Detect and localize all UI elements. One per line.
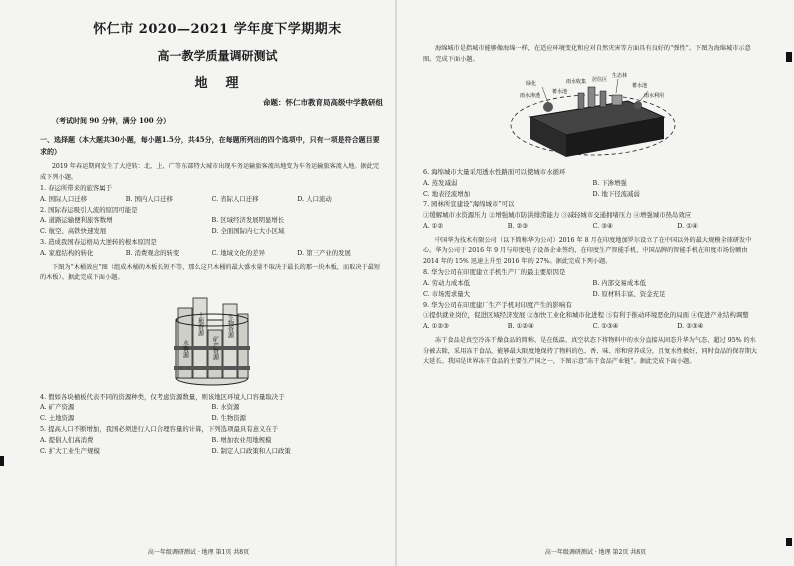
option: A. 国际人口迁移 [40,194,88,203]
passage-huawei: 中国华为技术有限公司（以下简称华为公司）2016 年 8 月在印度地加罗尔设立了在中国以外的最大规模全球研发中心。华为公司于 2016 年 9 月与印度电子设备企业签约，在印度生产智能手机，中国品牌的智能手机在印度市场份额由 2014 年的 15% 迅速上升至 2016 年的 27%。据此完成下列小题。 [423,236,752,265]
option: C. 省际人口迁移 [211,194,259,203]
option: A. 蒸发减弱 [423,178,458,187]
option: B. 增加农业用地规模 [211,435,272,444]
option: D. 制定人口政策和人口政策 [211,446,291,455]
diagram-label: 蓄水池 [551,89,567,95]
question-3-options [40,248,383,259]
option: C. ①③④ [592,322,619,331]
question-5: 5. 提高人口不断增加，我国必须进行人口合理容量的计算，下列选项最具有意义在于 [40,424,279,433]
option: B. 内部交易成本低 [592,279,646,288]
page-footer: 高一年级调研测试 · 地理 第1页 共8页 [147,549,250,556]
question-9: 9. 华为公司在印度建厂生产手机对印度产生的影响有 [423,300,572,309]
section-heading: 一、选择题（本大题共30小题，每小题1.5分，共45分，在每题所列出的四个选项中，只有一项是符合题目要求的） [40,135,380,156]
option: D. 第三产业的发展 [297,248,351,257]
passage-sponge-city: 海绵城市是指城市能够像海绵一样，在适应环境变化和应对自然灾害等方面具有良好的“弹性”。下图为海绵城市示意图。完成下面小题。 [423,45,751,63]
option: B. 水资源 [211,403,240,412]
exam-time-note: （考试时间 90 分钟，满分 100 分） [52,116,171,125]
option: A. ①② [423,221,444,230]
passage-spring-festival: 2019 年春运期间发生了大逆转：北、上、广等东部特大城市出现车务运输旅客流出地变为车务运输旅客流入地。据此完成下列小题。 [40,163,380,181]
question-3: 3. 造成我国春运格局大逆转的根本原因是 [40,237,157,246]
question-2-options [40,215,383,237]
question-6: 6. 海绵城市大量采用透水性路面可以使城市水循环 [423,168,566,176]
option: A. ①②③ [423,322,449,331]
option: C. 扩大工业生产规模 [40,446,100,455]
exam-subtitle: 高一教学质量调研测试 [157,49,278,63]
option: B. 区域经济发展明显增长 [211,216,285,225]
stave-label: 生物资源 [226,313,233,338]
option: D. 全面国际内七大小区域 [211,227,285,236]
right-page [397,0,794,566]
sponge-city-figure [423,71,762,163]
question-5-options [40,435,383,457]
question-4: 4. 假如各块桶板代表不同的资源种类，仅考虑资源数量，则该地区环境人口容量取决于 [40,392,285,401]
option: B. 下渗增强 [592,178,627,187]
question-4-options [40,402,383,424]
option: D. 人口流动 [297,194,332,203]
question-1: 1. 春运所带来的旅客属于 [40,184,113,192]
option: D. 原材料丰富、资金充足 [592,289,666,298]
question-7: 7. 园林所宣建设“海绵城市”可以 [423,200,515,209]
page-footer: 高一年级调研测试 · 地理 第2页 共8页 [544,549,647,556]
stave-label: 矿产资源 [211,335,218,360]
stave-label: 土地资源 [196,311,203,336]
question-1-options [40,194,383,205]
option: C. 市场需求量大 [423,289,471,298]
option: C. 土地资源 [40,414,75,423]
option: C. 地表径流增加 [423,189,471,198]
question-7-options [423,221,762,232]
option: C. 航空、高铁快速发展 [40,227,107,236]
option: D. ①④ [677,221,698,230]
option: B. ②③ [507,221,528,230]
option: A. 劳动力成本低 [423,279,471,288]
question-8: 8. 华为公司在印度建立手机生产厂的最主要原因是 [423,268,566,277]
option: C. ③④ [592,221,613,230]
diagram-label: 绿化 [525,81,536,87]
passage-freeze-dried-food: 冻干食品是真空冷冻干燥食品的简称，是在低温、真空状态下将物料中的水分直接从固态升华为气态，超过 95% 的水分被去除，采用冻干食品，能够最大限度地保持了物料的色、香、味、形和营养成分，且复水性极好，同时食品的保存期大大延长。我国是世界冻干食品的主要生产国之一，下图示意“冻干食品产业链”。据此完成下面小题。 [423,337,758,366]
sponge-city-diagram [508,71,678,163]
diagram-label: 雨水渗透 [519,93,540,99]
bucket-figure [40,290,383,388]
option: B. 消费观念的转变 [125,248,180,257]
diagram-label: 蓄水池 [631,83,647,89]
option: D. 生物资源 [211,414,247,423]
option: C. 地域文化的差异 [211,248,265,257]
question-9-options [423,321,762,332]
exam-subject: 地理 [194,76,257,91]
diagram-label: 雨水收集 [565,79,586,85]
diagram-label: 生态林 [611,73,627,79]
option: A. 家庭结构的转化 [40,248,94,257]
option: B. ①②④ [507,322,534,331]
passage-bucket-effect: 下图为“木桶效应”图（组成木桶的木板长短不等，那么这只木桶的最大盛水量不取决于最长的那一块木板，而取决于最短的木板）。据此完成下面小题。 [40,263,381,282]
diagram-label: 雨水利用 [643,93,664,99]
question-6-options [423,178,762,200]
question-8-options [423,278,762,300]
option: D. ②③④ [677,322,704,331]
stave-label: 水资源 [181,339,188,358]
option: A. 提倡人们高消费 [40,435,94,444]
exam-setter: 命题：怀仁市教育局高级中学教研组 [263,98,383,107]
option: D. 地下径流减弱 [592,189,640,198]
exam-title: 怀仁市 2020—2021 学年度下学期期末 [93,22,342,37]
question-2: 2. 国际春运吸引人流的原因可能是 [40,205,138,214]
question-7-statements: ①缓解城市水资源压力 ②增强城市防洪排涝能力 ③减轻城市交通拥堵压力 ④增强城市热岛效应 [423,211,692,220]
bucket-effect-diagram [164,290,260,388]
option: B. 国内人口迁移 [125,194,173,203]
diagram-label: 居住区 [591,77,607,83]
option: A. 矿产资源 [40,403,75,412]
option: A. 道路运输便利旅客数增 [40,216,113,225]
question-9-statements: ①提供就业岗位，促进区域经济发展 ②加快工业化和城市化进程 ③有利于推动环境恶化的局面 ④促进产业结构调整 [423,311,749,320]
